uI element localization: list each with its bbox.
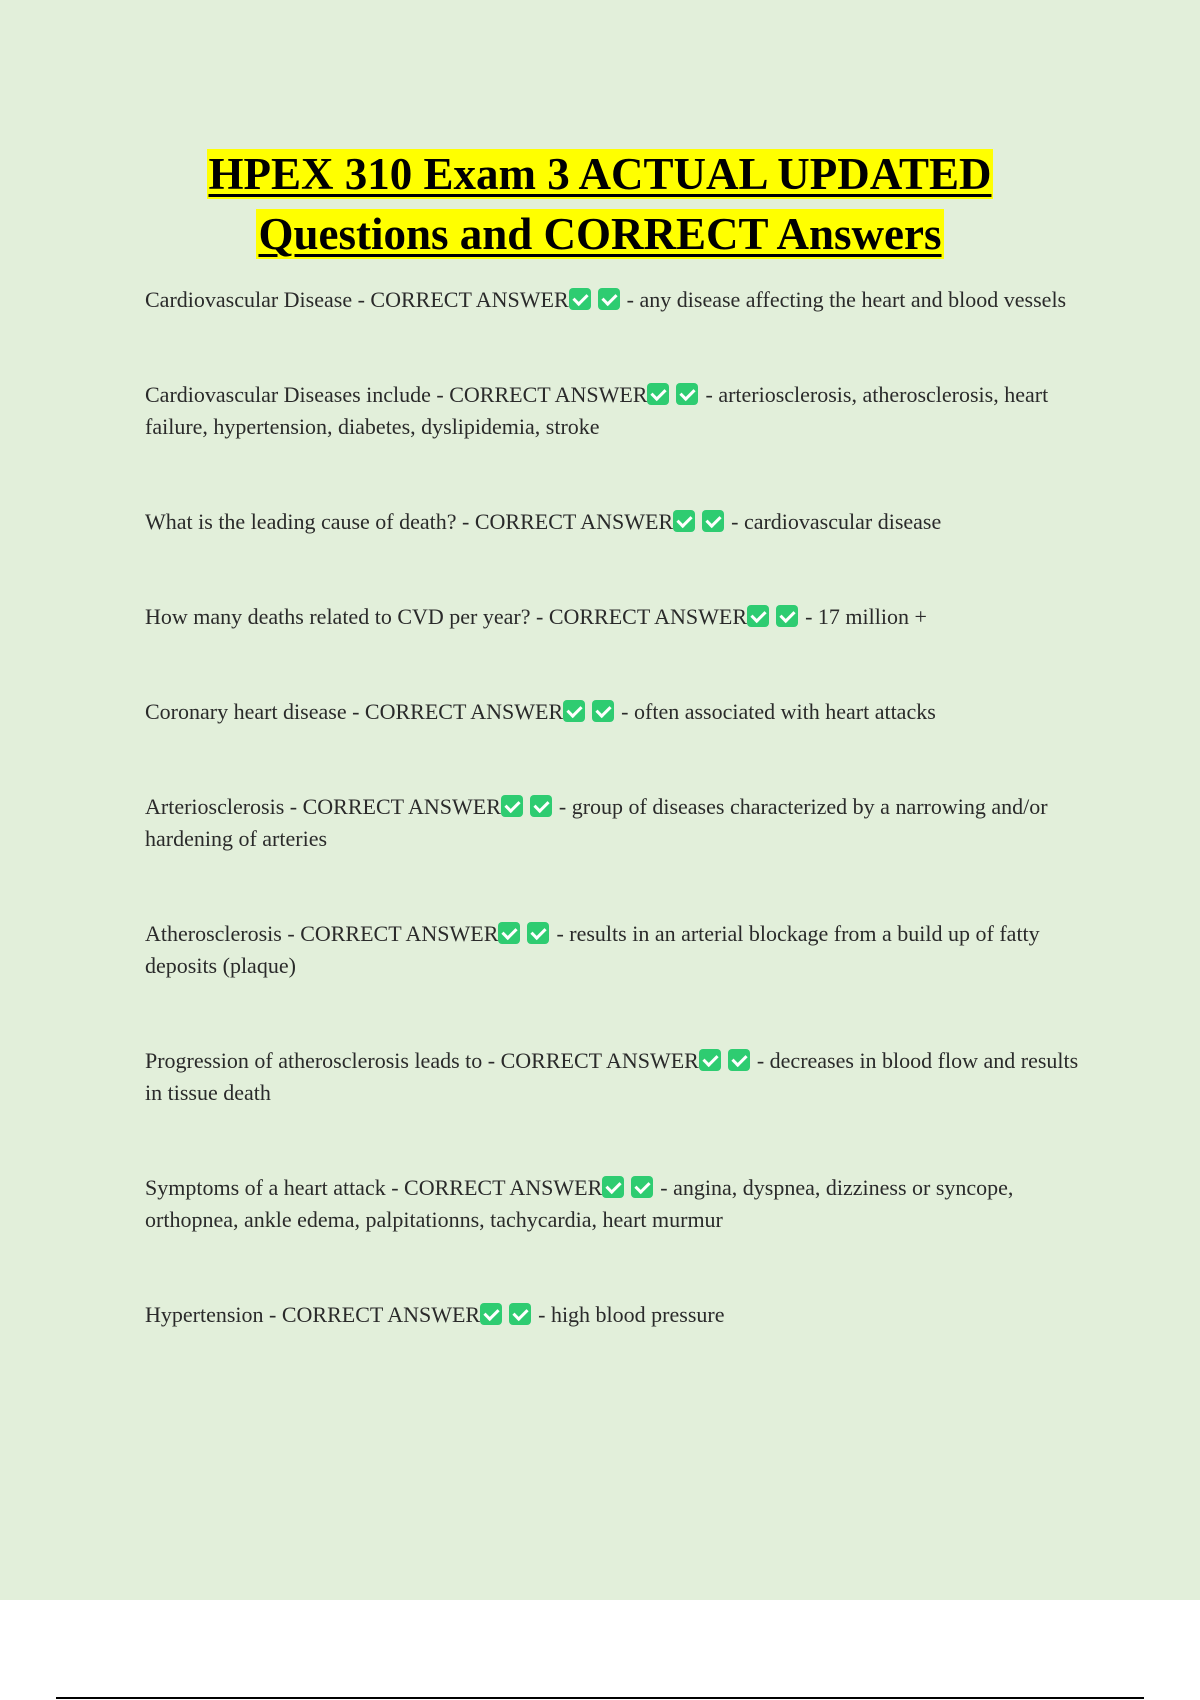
qa-entry: Hypertension - CORRECT ANSWER - high blood pressure	[145, 1302, 725, 1327]
entry-term: Cardiovascular Disease	[145, 287, 353, 312]
entry-term: Coronary heart disease	[145, 699, 347, 724]
entry-answer: group of diseases characterized by a narrowing and/or hardening of arteries	[145, 794, 1048, 851]
checkmark-icon	[527, 922, 549, 944]
checkmark-icon	[776, 605, 798, 627]
checkmark-icon	[647, 383, 669, 405]
entry-term: Cardiovascular Diseases include	[145, 382, 431, 407]
entry-answer: cardiovascular disease	[743, 509, 942, 534]
checkmark-icon	[728, 1049, 750, 1071]
answer-label: CORRECT ANSWER	[281, 1302, 481, 1327]
answer-label: CORRECT ANSWER	[449, 382, 648, 407]
checkmark-icon	[673, 510, 695, 532]
checkmark-icon	[480, 1303, 502, 1325]
answer-label: CORRECT ANSWER	[370, 287, 569, 312]
answer-label: CORRECT ANSWER	[300, 921, 499, 946]
checkmark-icon	[598, 288, 620, 310]
answer-label: CORRECT ANSWER	[548, 604, 748, 629]
title-line-2: Questions and CORRECT Answers	[258, 209, 942, 259]
entry-term: How many deaths related to CVD per year?	[145, 604, 531, 629]
checkmark-icon	[501, 795, 523, 817]
entry-term: Arteriosclerosis	[145, 794, 285, 819]
qa-entry: Symptoms of a heart attack - CORRECT ANSWER - angina, dyspnea, dizziness or syncope, orthopnea, ankle edema, palpitationns, tachycardia, heart murmur	[145, 1175, 1014, 1232]
footer-divider	[56, 1697, 1144, 1699]
checkmark-icon	[602, 1176, 624, 1198]
checkmark-icon	[569, 288, 591, 310]
answer-label: CORRECT ANSWER	[364, 699, 564, 724]
qa-entry: Cardiovascular Disease - CORRECT ANSWER - any disease affecting the heart and blood vessels	[145, 287, 1067, 312]
entry-term: Symptoms of a heart attack	[145, 1175, 386, 1200]
document-title	[0, 144, 1200, 264]
entry-answer: 17 million +	[817, 604, 927, 629]
title-line-1: HPEX 310 Exam 3 ACTUAL UPDATED	[208, 149, 992, 199]
qa-entry: How many deaths related to CVD per year? - CORRECT ANSWER - 17 million +	[145, 604, 927, 629]
checkmark-icon	[563, 700, 585, 722]
entry-term: Progression of atherosclerosis leads to	[145, 1048, 483, 1073]
answer-label: CORRECT ANSWER	[500, 1048, 699, 1073]
entry-answer: high blood pressure	[550, 1302, 725, 1327]
qa-entry: Cardiovascular Diseases include - CORRECT ANSWER - arteriosclerosis, atherosclerosis, heart failure, hypertension, diabetes, dyslipidemia, stroke	[145, 382, 1049, 439]
entry-answer: any disease affecting the heart and blood vessels	[639, 287, 1067, 312]
qa-entry: Atherosclerosis - CORRECT ANSWER - results in an arterial blockage from a build up of fatty deposits (plaque)	[145, 921, 1040, 978]
entry-term: Hypertension	[145, 1302, 264, 1327]
qa-entry: What is the leading cause of death? - CORRECT ANSWER - cardiovascular disease	[145, 509, 942, 534]
checkmark-icon	[592, 700, 614, 722]
checkmark-icon	[509, 1303, 531, 1325]
checkmark-icon	[676, 383, 698, 405]
entry-answer: arteriosclerosis, atherosclerosis, heart failure, hypertension, diabetes, dyslipidemia, stroke	[145, 382, 1049, 439]
qa-entry: Arteriosclerosis - CORRECT ANSWER - group of diseases characterized by a narrowing and/or hardening of arteries	[145, 794, 1048, 851]
answer-label: CORRECT ANSWER	[474, 509, 674, 534]
entry-answer: angina, dyspnea, dizziness or syncope, orthopnea, ankle edema, palpitationns, tachycardia, heart murmur	[145, 1175, 1014, 1232]
answer-label: CORRECT ANSWER	[404, 1175, 603, 1200]
entry-term: What is the leading cause of death?	[145, 509, 457, 534]
checkmark-icon	[498, 922, 520, 944]
entry-answer: results in an arterial blockage from a build up of fatty deposits (plaque)	[145, 921, 1040, 978]
qa-list	[145, 284, 1095, 1394]
checkmark-icon	[631, 1176, 653, 1198]
entry-term: Atherosclerosis	[145, 921, 282, 946]
entry-answer: often associated with heart attacks	[634, 699, 936, 724]
answer-label: CORRECT ANSWER	[302, 794, 501, 819]
entry-answer: decreases in blood flow and results in tissue death	[145, 1048, 1079, 1105]
checkmark-icon	[747, 605, 769, 627]
qa-entry: Coronary heart disease - CORRECT ANSWER - often associated with heart attacks	[145, 699, 936, 724]
checkmark-icon	[699, 1049, 721, 1071]
checkmark-icon	[702, 510, 724, 532]
qa-entry: Progression of atherosclerosis leads to - CORRECT ANSWER - decreases in blood flow and results in tissue death	[145, 1048, 1079, 1105]
checkmark-icon	[530, 795, 552, 817]
